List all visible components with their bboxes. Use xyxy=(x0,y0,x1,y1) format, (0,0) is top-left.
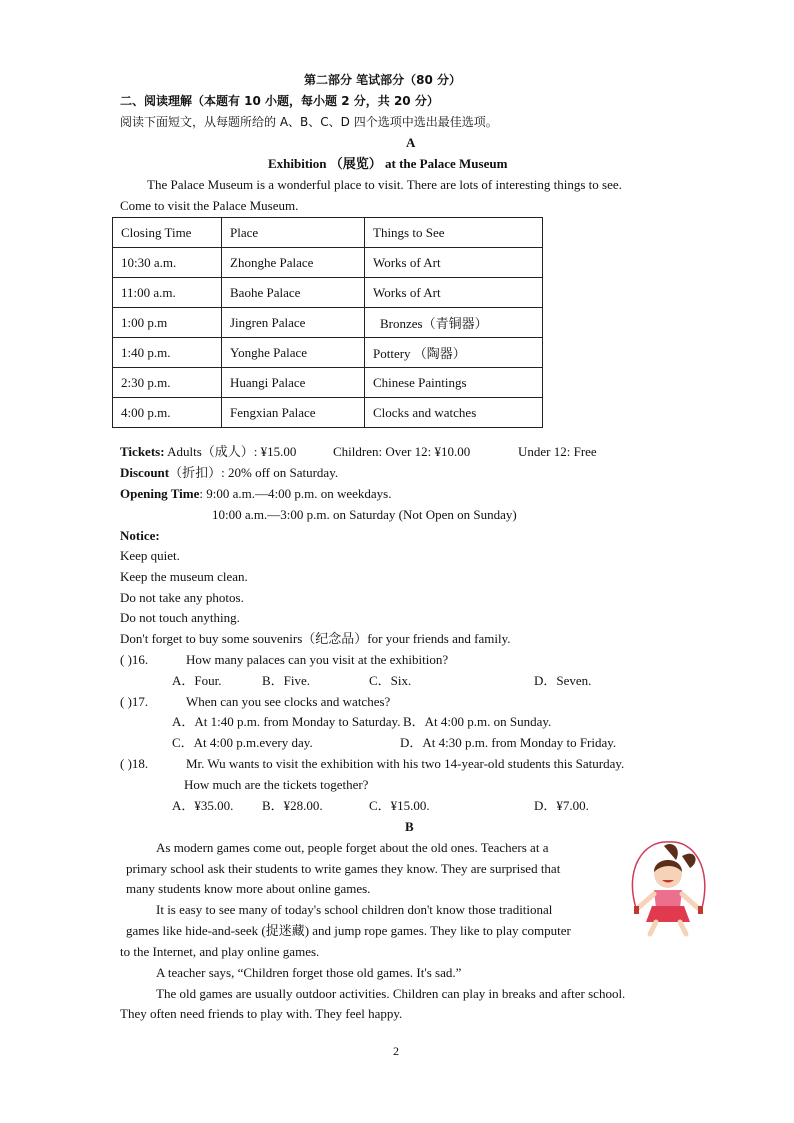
question-18-number: ( )18. xyxy=(120,756,149,771)
discount-text: （折扣）: 20% off on Saturday. xyxy=(169,465,339,480)
intro-line: Come to visit the Palace Museum. xyxy=(120,198,299,213)
option: C．At 4:00 p.m.every day. xyxy=(172,735,313,750)
opening-info xyxy=(120,486,391,502)
option: B．Five. xyxy=(262,673,311,688)
question-17-text: When can you see clocks and watches? xyxy=(186,694,391,709)
tickets-info xyxy=(120,444,296,460)
discount-info xyxy=(120,465,338,481)
instruction: 阅读下面短文，从每题所给的 A、B、C、D 四个选项中选出最佳选项。 xyxy=(120,115,498,129)
passage-a-title: Exhibition （展览） at the Palace Museum xyxy=(268,156,508,171)
tickets-under-12: Under 12: Free xyxy=(518,444,597,459)
table-row xyxy=(113,278,543,308)
question-18-text: Mr. Wu wants to visit the exhibition with his two 14-year-old students this Saturday. xyxy=(186,756,625,771)
discount-label: Discount xyxy=(120,465,170,480)
table-cell: 1:40 p.m. xyxy=(113,338,222,368)
notice-item: Do not take any photos. xyxy=(120,590,244,605)
tickets-children: Children: Over 12: ¥10.00 xyxy=(333,444,471,459)
table-cell: 4:00 p.m. xyxy=(113,398,222,428)
option: D．¥7.00. xyxy=(534,798,589,813)
table-cell: Works of Art xyxy=(365,278,543,308)
table-row xyxy=(113,398,543,428)
question-18-text-2: How much are the tickets together? xyxy=(184,777,369,792)
table-row xyxy=(113,338,543,368)
table-row xyxy=(113,368,543,398)
passage-line: many students know more about online games. xyxy=(126,881,371,896)
opening-label: Opening Time xyxy=(120,486,200,501)
tickets-label: Tickets: xyxy=(120,444,165,459)
table-cell: 2:30 p.m. xyxy=(113,368,222,398)
table-header: Place xyxy=(222,218,365,248)
passage-line: They often need friends to play with. They feel happy. xyxy=(120,1006,403,1021)
option: B．At 4:00 p.m. on Sunday. xyxy=(403,714,552,729)
opening-saturday: 10:00 a.m.—3:00 p.m. on Saturday (Not Open on Sunday) xyxy=(212,507,517,522)
notice-item: Keep the museum clean. xyxy=(120,569,248,584)
option: A．¥35.00. xyxy=(172,798,234,813)
question-16-number: ( )16. xyxy=(120,652,149,667)
table-header: Things to See xyxy=(365,218,543,248)
notice-item: Do not touch anything. xyxy=(120,610,240,625)
table-row xyxy=(113,248,543,278)
table-cell: 10:30 a.m. xyxy=(113,248,222,278)
option: A．Four. xyxy=(172,673,222,688)
table-row xyxy=(113,308,543,338)
passage-line: primary school ask their students to write games they know. They are surprised that xyxy=(126,861,561,876)
table-cell: Jingren Palace xyxy=(222,308,365,338)
table-header-row xyxy=(113,218,543,248)
table-cell: Works of Art xyxy=(365,248,543,278)
passage-line: to the Internet, and play online games. xyxy=(120,944,320,959)
option: C．¥15.00. xyxy=(369,798,430,813)
exhibition-table xyxy=(112,217,543,428)
table-cell: 11:00 a.m. xyxy=(113,278,222,308)
intro-line: The Palace Museum is a wonderful place to visit. There are lots of interesting things to see. xyxy=(147,177,622,192)
passage-line: As modern games come out, people forget about the old ones. Teachers at a xyxy=(156,840,549,855)
table-header: Closing Time xyxy=(113,218,222,248)
tickets-adults: Adults（成人）: ¥15.00 xyxy=(167,444,297,459)
question-16-text: How many palaces can you visit at the exhibition? xyxy=(186,652,449,667)
option: B．¥28.00. xyxy=(262,798,323,813)
passage-line: It is easy to see many of today's school children don't know those traditional xyxy=(156,902,553,917)
section-title: 二、阅读理解（本题有 10 小题，每小题 2 分，共 20 分） xyxy=(120,94,439,108)
option: D．Seven. xyxy=(534,673,592,688)
table-cell: Baohe Palace xyxy=(222,278,365,308)
question-17-number: ( )17. xyxy=(120,694,149,709)
passage-line: The old games are usually outdoor activities. Children can play in breaks and after school. xyxy=(156,986,626,1001)
table-cell: Clocks and watches xyxy=(365,398,543,428)
table-cell: Chinese Paintings xyxy=(365,368,543,398)
notice-item: Keep quiet. xyxy=(120,548,180,563)
opening-weekdays: : 9:00 a.m.—4:00 p.m. on weekdays. xyxy=(199,486,392,501)
table-cell: Fengxian Palace xyxy=(222,398,365,428)
option: D．At 4:30 p.m. from Monday to Friday. xyxy=(400,735,617,750)
passage-b-label: B xyxy=(405,819,414,834)
passage-line: games like hide-and-seek (捉迷藏) and jump rope games. They like to play computer xyxy=(126,923,571,938)
table-cell: Bronzes（青铜器） xyxy=(365,308,543,338)
girl-jumping-rope-illustration xyxy=(624,838,714,938)
table-cell: 1:00 p.m xyxy=(113,308,222,338)
passage-line: A teacher says, “Children forget those old games. It's sad.” xyxy=(156,965,462,980)
notice-item: Don't forget to buy some souvenirs（纪念品）for your friends and family. xyxy=(120,631,511,646)
passage-a-label: A xyxy=(406,135,416,150)
table-cell: Huangi Palace xyxy=(222,368,365,398)
page-number: 2 xyxy=(393,1044,399,1058)
part-title: 第二部分 笔试部分（80 分） xyxy=(304,73,462,87)
option: A．At 1:40 p.m. from Monday to Saturday. xyxy=(172,714,401,729)
notice-label: Notice: xyxy=(120,528,160,543)
option: C．Six. xyxy=(369,673,412,688)
table-cell: Yonghe Palace xyxy=(222,338,365,368)
table-cell: Zhonghe Palace xyxy=(222,248,365,278)
table-cell: Pottery （陶器） xyxy=(365,338,543,368)
